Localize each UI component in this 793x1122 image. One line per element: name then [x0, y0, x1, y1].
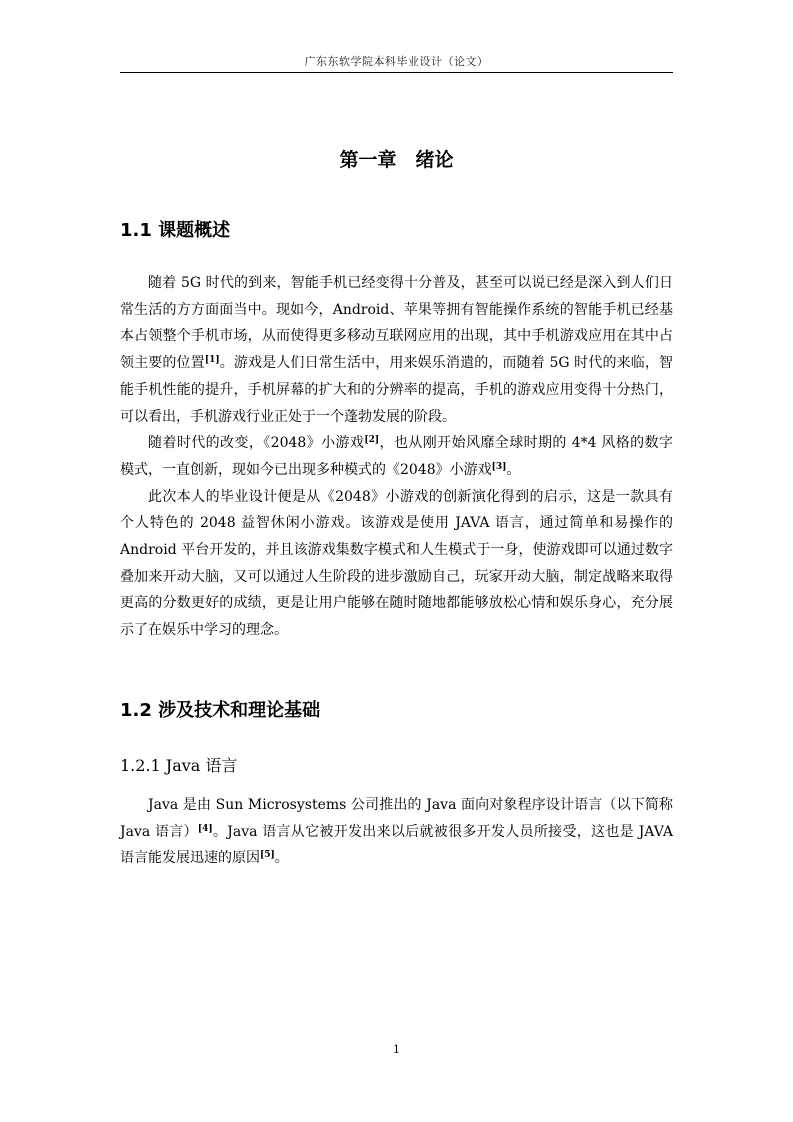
paragraph-text: ，也从刚开始风靡全球时期的 4*4 风格的数字模式，一直创新，现如今已出现多种模式的《2048》小游戏 — [120, 435, 673, 478]
section-heading-1-2: 1.2 涉及技术和理论基础 — [120, 700, 321, 721]
paragraph — [120, 792, 673, 872]
paragraph — [120, 484, 673, 644]
citation-3: [3] — [491, 461, 507, 472]
paragraph-text: 随着时代的改变，《2048》小游戏 — [148, 435, 365, 452]
page-header: 广东东软学院本科毕业设计（论文） — [304, 55, 489, 68]
citation-1: [1] — [204, 355, 220, 366]
paragraph-text: 。 — [274, 850, 289, 867]
chapter-title: 第一章 绪论 — [339, 149, 454, 171]
paragraph-text: 此次本人的毕业设计便是从《2048》小游戏的创新演化得到的启示，这是一款具有个人特色的 2048 益智休闲小游戏。该游戏是使用 JAVA 语言，通过简单和易操作的 Android 平台开发的，并且该游戏集数字模式和人生模式于一身，使游戏即可以通过数字叠加来开动大脑，又可以通过人生阶段的进步激励自己，玩家开动大脑，制定战略来取得更高的分数更好的成绩，更是让用户能够在随时随地都能够放松心情和娱乐身心，充分展示了在娱乐中学习的理念。 — [120, 488, 673, 639]
header-divider — [120, 72, 673, 73]
section-1-2-1-body — [120, 792, 673, 872]
paragraph — [120, 270, 673, 430]
paragraph-text: 。 — [506, 461, 521, 478]
citation-5: [5] — [260, 850, 275, 861]
section-heading-1-1: 1.1 课题概述 — [120, 220, 231, 241]
paragraph-text: 。游戏是人们日常生活中，用来娱乐消遣的，而随着 5G 时代的来临，智能手机性能的提升，手机屏幕的扩大和的分辨率的提高，手机的游戏应用变得十分热门，可以看出，手机游戏行业正处于一个蓬勃发展的阶段。 — [120, 355, 673, 425]
paragraph-text: Java 是由 Sun Microsystems 公司推出的 Java 面向对象程序设计语言（以下简称 Java 语言） — [120, 797, 673, 840]
paragraph — [120, 430, 673, 483]
paragraph-text: 随着 5G 时代的到来，智能手机已经变得十分普及，甚至可以说已经是深入到人们日常生活的方方面面当中。现如今，Android、苹果等拥有智能操作系统的智能手机已经基本占领整个手机市场，从而使得更多移动互联网应用的出现，其中手机游戏应用在其中占领主要的位置 — [120, 275, 673, 372]
citation-4: [4] — [197, 823, 213, 834]
paragraph-text: 。Java 语言从它被开发出来以后就被很多开发人员所接受，这也是 JAVA 语言能发展迅速的原因 — [120, 823, 673, 867]
page-number: 1 — [393, 1043, 400, 1056]
section-1-1-body — [120, 270, 673, 644]
citation-2: [2] — [364, 435, 380, 446]
subsection-heading-1-2-1: 1.2.1 Java 语言 — [120, 756, 238, 775]
